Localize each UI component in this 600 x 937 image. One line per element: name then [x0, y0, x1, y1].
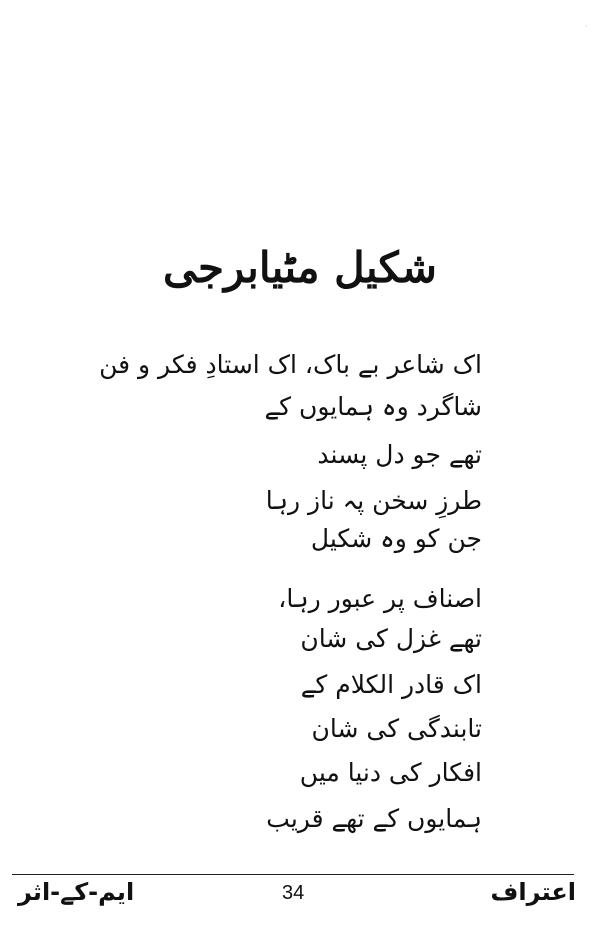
page-number: 34	[282, 882, 305, 904]
footer-author: ایم-کے-اثر	[18, 878, 135, 906]
footer-book-title: اعتراف	[490, 878, 576, 906]
scan-speck: ·	[584, 22, 588, 33]
footer-divider	[12, 874, 574, 875]
verse-line: جن کو وہ شکیل	[310, 524, 482, 553]
verse-line: ہمایوں کے تھے قریب	[266, 804, 482, 833]
verse-line: تھے غزل کی شان	[300, 624, 482, 653]
poem-body	[99, 350, 482, 834]
verse-line: اصناف پر عبور رہا،	[278, 584, 482, 613]
verse-line: شاگرد وہ ہمایوں کے	[264, 392, 482, 421]
poem-title: شکیل مٹیابرجی	[163, 243, 437, 292]
verse-line: اک قادر الکلام کے	[300, 670, 482, 699]
verse-line: تابندگی کی شان	[311, 714, 482, 743]
verse-line: اک شاعر بے باک، اک استادِ فکر و فن	[99, 350, 482, 379]
verse-line: تھے جو دل پسند	[317, 440, 482, 469]
verse-line: طرزِ سخن پہ ناز رہا	[265, 486, 482, 515]
verse-line: افکار کی دنیا میں	[299, 758, 482, 787]
